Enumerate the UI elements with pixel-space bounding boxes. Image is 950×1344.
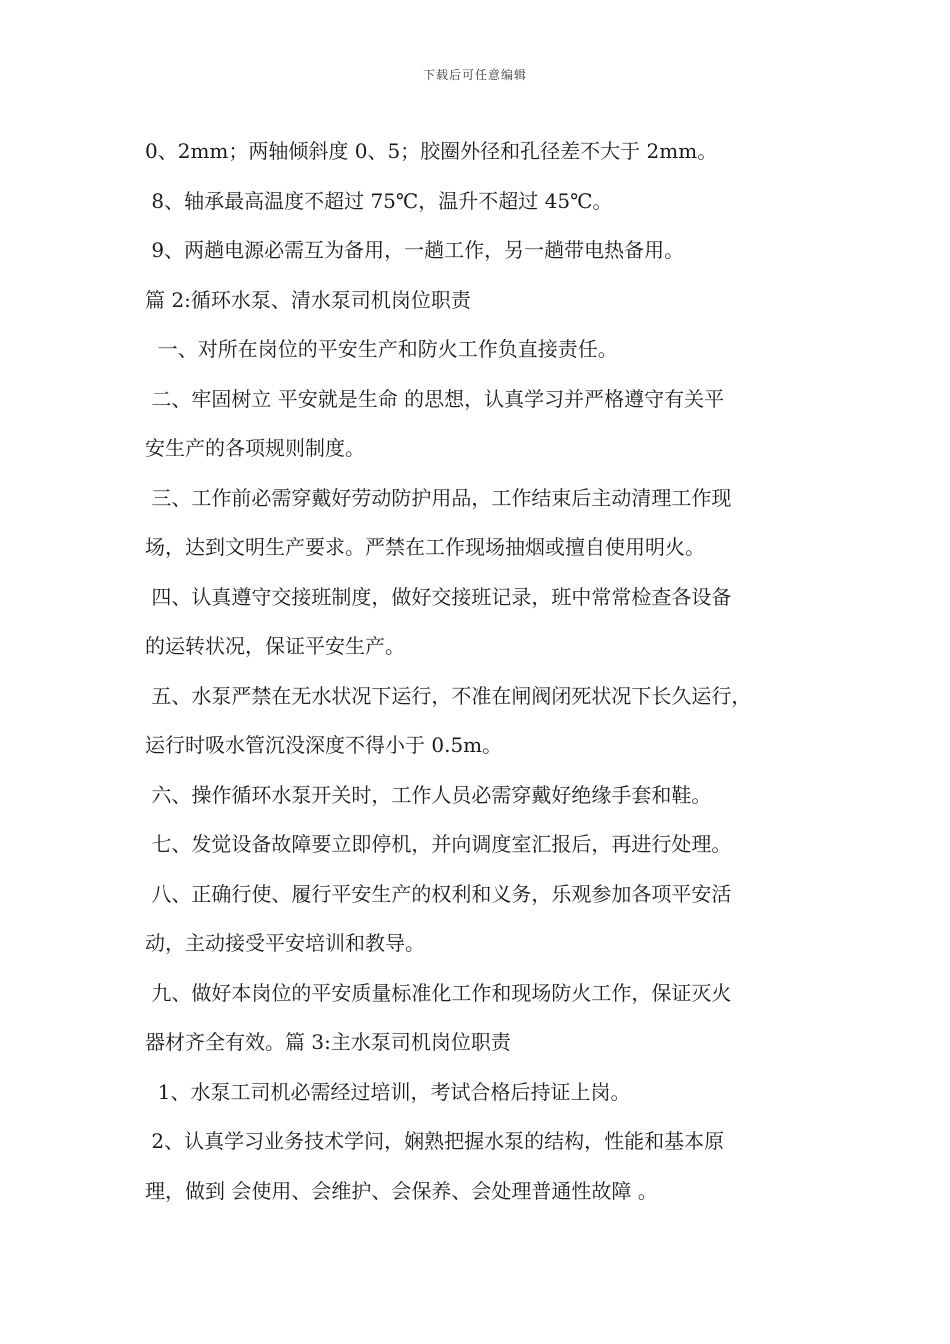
- text-line: 0、2mm；两轴倾斜度 0、5；胶圈外径和孔径差不大于 2mm。: [145, 139, 718, 163]
- text-line: 理，做到 会使用、会维护、会保养、会处理普通性故障 。: [145, 1178, 658, 1203]
- document-body: [145, 131, 835, 1220]
- text-line: 运行时吸水管沉没深度不得小于 0.5m。: [145, 733, 503, 757]
- text-line: 的运转状况，保证平安生产。: [145, 634, 405, 658]
- text-line: 三、工作前必需穿戴好劳动防护用品，工作结束后主动清理工作现: [145, 485, 732, 510]
- text-line: 六、操作循环水泵开关时，工作人员必需穿戴好绝缘手套和鞋。: [145, 782, 712, 807]
- text-line: 五、水泵严禁在无水状况下运行，不准在闸阀闭死状况下长久运行，: [145, 683, 752, 708]
- text-line: 九、做好本岗位的平安质量标准化工作和现场防火工作，保证灭火: [145, 980, 732, 1005]
- text-line: 2、认真学习业务技术学问，娴熟把握水泵的结构，性能和基本原: [145, 1129, 725, 1153]
- text-line: 器材齐全有效。篇 3:主水泵司机岗位职责: [145, 1030, 511, 1054]
- text-line: 二、牢固树立 平安就是生命 的思想，认真学习并严格遵守有关平: [145, 386, 725, 411]
- text-line: 四、认真遵守交接班制度，做好交接班记录，班中常常检查各设备: [145, 584, 732, 609]
- text-line: 9、两趟电源必需互为备用，一趟工作，另一趟带电热备用。: [145, 238, 685, 262]
- text-line: 8、轴承最高温度不超过 75℃，温升不超过 45℃。: [145, 188, 613, 213]
- text-line: 安生产的各项规则制度。: [145, 436, 365, 460]
- text-line: 一、对所在岗位的平安生产和防火工作负直接责任。: [145, 337, 618, 361]
- text-line: 八、正确行使、履行平安生产的权利和义务，乐观参加各项平安活: [145, 881, 732, 906]
- text-line: 1、水泵工司机必需经过培训，考试合格后持证上岗。: [145, 1079, 631, 1104]
- text-line: 场，达到文明生产要求。严禁在工作现场抽烟或擅自使用明火。: [145, 535, 705, 559]
- text-line: 七、发觉设备故障要立即停机，并向调度室汇报后，再进行处理。: [145, 832, 732, 856]
- page-header: 下载后可任意编辑: [422, 68, 527, 82]
- section-heading: 篇 2:循环水泵、清水泵司机岗位职责: [145, 287, 471, 312]
- text-line: 动，主动接受平安培训和教导。: [145, 931, 425, 955]
